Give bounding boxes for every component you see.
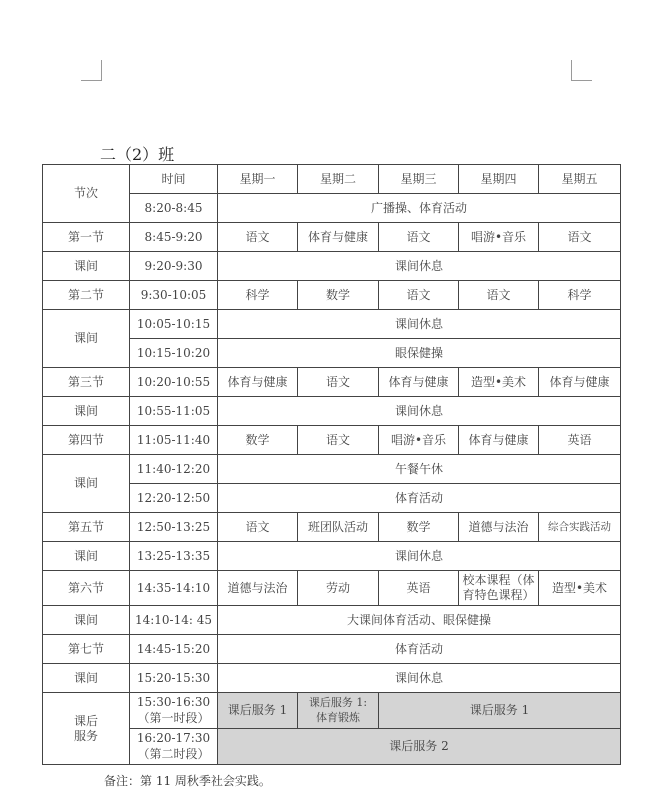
subject-cell: 综合实践活动: [539, 513, 621, 542]
time-sub: （第二时段）: [137, 746, 210, 761]
period-label: 课间: [43, 310, 130, 368]
subject-cell: 语文: [218, 223, 298, 252]
table-row: [43, 606, 621, 635]
period-label: 第六节: [43, 571, 130, 606]
time-cell: 14:45-15:20: [130, 635, 218, 664]
time-main: 16:20-17:30: [136, 730, 211, 745]
header-period: 节次: [43, 165, 130, 223]
subject-cell: 数学: [379, 513, 459, 542]
time-sub: （第一时段）: [137, 710, 210, 725]
period-label: 课间: [43, 397, 130, 426]
table-row: [43, 397, 621, 426]
header-day: 星期三: [379, 165, 459, 194]
activity-cell: 眼保健操: [218, 339, 621, 368]
after-school-cell-line1: 课后服务 1:: [308, 695, 368, 709]
subject-cell: 劳动: [298, 571, 379, 606]
after-school-cell: 课后服务 1: [379, 693, 621, 729]
subject-cell: 校本课程（体育特色课程）: [459, 571, 539, 606]
time-cell: 14:35-14:10: [130, 571, 218, 606]
subject-cell: 体育与健康: [218, 368, 298, 397]
period-label: 第一节: [43, 223, 130, 252]
period-label: 第四节: [43, 426, 130, 455]
after-school-cell: 课后服务 1: [218, 693, 298, 729]
subject-cell: 体育与健康: [298, 223, 379, 252]
subject-cell: 语文: [459, 281, 539, 310]
subject-cell: 体育与健康: [379, 368, 459, 397]
table-row: [43, 693, 621, 729]
period-label: 课间: [43, 606, 130, 635]
table-row: [43, 281, 621, 310]
table-row: [43, 513, 621, 542]
period-label: 第七节: [43, 635, 130, 664]
time-cell: 12:20-12:50: [130, 484, 218, 513]
crop-mark-left: [81, 60, 102, 81]
class-title: 二（2）班: [100, 145, 175, 164]
table-row: [43, 635, 621, 664]
after-school-label-line2: 服务: [73, 728, 98, 743]
table-row-header: [43, 165, 621, 194]
header-day: 星期五: [539, 165, 621, 194]
activity-cell: 课间休息: [218, 310, 621, 339]
after-school-cell-line2: 体育锻炼: [316, 710, 360, 724]
header-day: 星期二: [298, 165, 379, 194]
time-cell: 10:55-11:05: [130, 397, 218, 426]
activity-cell: 课间休息: [218, 252, 621, 281]
period-label: 课间: [43, 664, 130, 693]
subject-cell: 体育与健康: [459, 426, 539, 455]
table-row: [43, 310, 621, 339]
subject-cell: 语文: [379, 223, 459, 252]
activity-cell: 课间休息: [218, 664, 621, 693]
activity-cell: 课间休息: [218, 397, 621, 426]
schedule-table: [42, 164, 621, 765]
subject-cell: 科学: [218, 281, 298, 310]
header-day: 星期一: [218, 165, 298, 194]
time-cell: [130, 693, 218, 729]
period-label: 第五节: [43, 513, 130, 542]
activity-cell: 课间休息: [218, 542, 621, 571]
table-row: [43, 368, 621, 397]
subject-cell: 唱游•音乐: [379, 426, 459, 455]
period-label: 课间: [43, 252, 130, 281]
time-cell: 10:20-10:55: [130, 368, 218, 397]
after-school-cell: 课后服务 2: [218, 729, 621, 765]
subject-cell: 语文: [298, 368, 379, 397]
time-cell: 10:15-10:20: [130, 339, 218, 368]
period-label: 课间: [43, 455, 130, 513]
subject-cell: 班团队活动: [298, 513, 379, 542]
header-time: 时间: [130, 165, 218, 194]
time-cell: 11:05-11:40: [130, 426, 218, 455]
subject-cell: 唱游•音乐: [459, 223, 539, 252]
table-row: [43, 223, 621, 252]
table-row: [43, 339, 621, 368]
subject-cell: 语文: [218, 513, 298, 542]
time-cell: 12:50-13:25: [130, 513, 218, 542]
table-row: [43, 542, 621, 571]
activity-cell: 午餐午休: [218, 455, 621, 484]
time-cell: 8:20-8:45: [130, 194, 218, 223]
period-label: 课间: [43, 542, 130, 571]
subject-cell: 体育与健康: [539, 368, 621, 397]
subject-cell: 语文: [379, 281, 459, 310]
subject-cell: 道德与法治: [459, 513, 539, 542]
time-cell: 11:40-12:20: [130, 455, 218, 484]
subject-cell: 造型•美术: [459, 368, 539, 397]
subject-cell: 道德与法治: [218, 571, 298, 606]
subject-cell: 语文: [298, 426, 379, 455]
subject-cell: 造型•美术: [539, 571, 621, 606]
after-school-cell: [298, 693, 379, 729]
time-cell: 13:25-13:35: [130, 542, 218, 571]
table-row: [43, 252, 621, 281]
time-cell: 9:30-10:05: [130, 281, 218, 310]
table-row: [43, 194, 621, 223]
after-school-label: [43, 693, 130, 765]
table-row: [43, 455, 621, 484]
crop-mark-right: [571, 60, 592, 81]
period-label: 第二节: [43, 281, 130, 310]
table-row: [43, 664, 621, 693]
period-label: 第三节: [43, 368, 130, 397]
activity-cell: 体育活动: [218, 484, 621, 513]
subject-cell: 语文: [539, 223, 621, 252]
time-main: 15:30-16:30: [136, 694, 211, 709]
activity-cell: 大课间体育活动、眼保健操: [218, 606, 621, 635]
subject-cell: 英语: [539, 426, 621, 455]
subject-cell: 数学: [218, 426, 298, 455]
time-cell: 10:05-10:15: [130, 310, 218, 339]
table-row: [43, 484, 621, 513]
subject-cell: 数学: [298, 281, 379, 310]
subject-cell: 科学: [539, 281, 621, 310]
activity-cell: 广播操、体育活动: [218, 194, 621, 223]
header-day: 星期四: [459, 165, 539, 194]
activity-cell: 体育活动: [218, 635, 621, 664]
table-row: [43, 426, 621, 455]
time-cell: [130, 729, 218, 765]
time-cell: 9:20-9:30: [130, 252, 218, 281]
time-cell: 14:10-14: 45: [130, 606, 218, 635]
table-row: [43, 571, 621, 606]
time-cell: 15:20-15:30: [130, 664, 218, 693]
footnote: 备注：第 11 周秋季社会实践。: [104, 774, 271, 788]
time-cell: 8:45-9:20: [130, 223, 218, 252]
subject-cell: 英语: [379, 571, 459, 606]
table-row: [43, 729, 621, 765]
after-school-label-line1: 课后: [73, 714, 98, 729]
